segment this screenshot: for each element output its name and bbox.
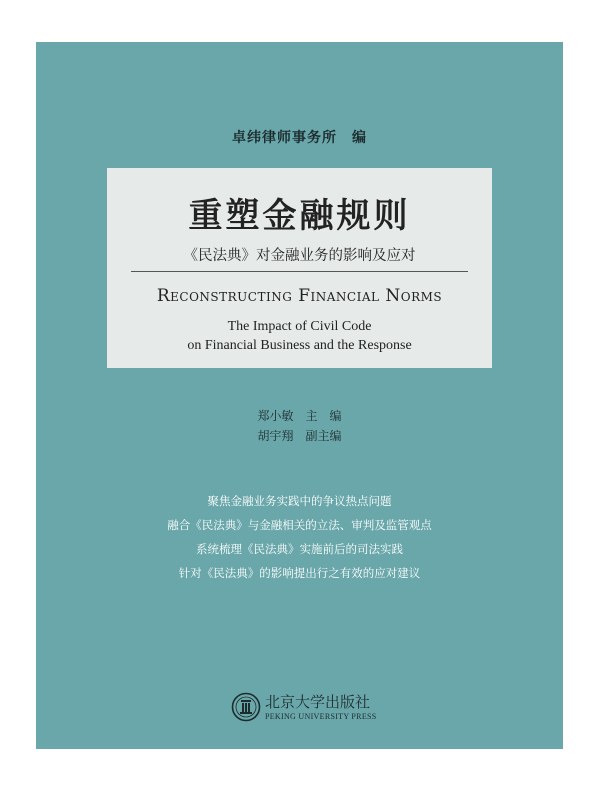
selling-point: 针对《民法典》的影响提出行之有效的应对建议 (178, 566, 421, 580)
book-cover (36, 42, 563, 749)
publisher-block (231, 691, 391, 725)
title-chinese: 重塑金融规则 (188, 196, 411, 236)
selling-point: 系统梳理《民法典》实施前后的司法实践 (196, 542, 403, 556)
publisher-name-english: PEKING UNIVERSITY PRESS (265, 712, 377, 721)
subtitle-english-line-1: The Impact of Civil Code (227, 319, 372, 334)
selling-point: 融合《民法典》与金融相关的立法、审判及监管观点 (167, 518, 432, 532)
subtitle-english (107, 317, 492, 355)
subtitle-english-line-2: on Financial Business and the Response (187, 338, 412, 353)
editors-block (36, 406, 563, 446)
deputy-editor: 胡宇翔 副主编 (257, 429, 342, 443)
title-divider (131, 271, 468, 272)
chief-editor: 郑小敏 主 编 (257, 409, 342, 423)
title-panel (107, 168, 492, 368)
subtitle-chinese: 《民法典》对金融业务的影响及应对 (183, 248, 416, 264)
title-english: Reconstructing Financial Norms (156, 286, 443, 306)
pku-seal-icon (231, 692, 261, 722)
selling-point: 聚焦金融业务实践中的争议热点问题 (207, 494, 392, 508)
editor-organization: 卓纬律师事务所 编 (232, 130, 367, 146)
selling-points (36, 489, 563, 585)
publisher-name-chinese: 北京大学出版社 (265, 693, 371, 711)
